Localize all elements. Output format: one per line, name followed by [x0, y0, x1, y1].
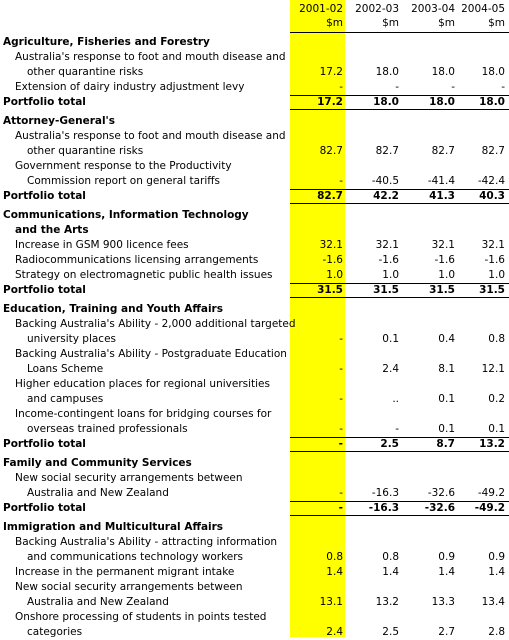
item-label: New social security arrangements between — [15, 581, 243, 593]
item-label: Australia's response to foot and mouth disease and — [15, 130, 286, 142]
table-row — [0, 159, 509, 174]
item-label: Backing Australia's Ability - 2,000 additional targeted — [15, 318, 296, 330]
item-value: 1.4 — [382, 566, 399, 578]
item-value: 1.4 — [438, 566, 455, 578]
table-row — [0, 238, 509, 253]
table-row — [0, 595, 509, 610]
item-value: .. — [392, 393, 399, 405]
table-row — [0, 625, 509, 640]
item-value: 8.1 — [438, 363, 455, 375]
item-label: Higher education places for regional universities — [15, 378, 270, 390]
table-row — [0, 377, 509, 392]
total-rule — [290, 95, 509, 96]
item-value: -41.4 — [427, 175, 455, 187]
portfolio-total-value: 31.5 — [317, 284, 343, 296]
unit-header: $m — [326, 17, 343, 29]
portfolio-total-value: 31.5 — [373, 284, 399, 296]
item-value: 1.0 — [382, 269, 399, 281]
total-rule — [290, 297, 509, 298]
portfolio-total-value: - — [338, 438, 343, 450]
table-row — [0, 362, 509, 377]
portfolio-total-value: 42.2 — [373, 190, 399, 202]
item-value: 32.1 — [375, 239, 399, 251]
item-value: 18.0 — [481, 66, 505, 78]
item-value: -16.3 — [371, 487, 399, 499]
section-title: Education, Training and Youth Affairs — [3, 303, 223, 315]
item-value: - — [451, 81, 455, 93]
item-value: 0.8 — [488, 333, 505, 345]
item-label: Australia's response to foot and mouth disease and — [15, 51, 286, 63]
table-row — [0, 347, 509, 362]
item-label: Government response to the Productivity — [15, 160, 232, 172]
section-header-row — [0, 456, 509, 471]
item-label: and campuses — [27, 393, 104, 405]
portfolio-total-label: Portfolio total — [3, 438, 86, 450]
item-value: 0.8 — [382, 551, 399, 563]
item-value: 0.1 — [438, 393, 455, 405]
item-value: 1.0 — [326, 269, 343, 281]
item-label: Backing Australia's Ability - Postgraduate Education — [15, 348, 287, 360]
portfolio-total-value: 18.0 — [479, 96, 505, 108]
item-value: 82.7 — [375, 145, 399, 157]
item-value: 1.0 — [438, 269, 455, 281]
item-value: 13.3 — [431, 596, 455, 608]
table-row — [0, 332, 509, 347]
total-rule — [290, 109, 509, 110]
item-label: overseas trained professionals — [27, 423, 188, 435]
item-label: and communications technology workers — [27, 551, 244, 563]
table-row — [0, 129, 509, 144]
section-title: and the Arts — [15, 224, 89, 236]
portfolio-total-value: 2.5 — [380, 438, 399, 450]
item-value: - — [501, 81, 505, 93]
total-rule — [290, 515, 509, 516]
item-value: 82.7 — [431, 145, 455, 157]
header-rule — [290, 32, 509, 33]
item-value: -40.5 — [371, 175, 399, 187]
section-header-row — [0, 520, 509, 535]
table-row — [0, 407, 509, 422]
table-row — [0, 392, 509, 407]
table-row — [0, 268, 509, 283]
year-header: 2001-02 — [299, 3, 343, 15]
item-value: 2.4 — [326, 626, 343, 638]
item-label: Radiocommunications licensing arrangements — [15, 254, 259, 266]
unit-header: $m — [382, 17, 399, 29]
item-label: university places — [27, 333, 116, 345]
table-row — [0, 610, 509, 625]
item-label: Extension of dairy industry adjustment levy — [15, 81, 245, 93]
table-row — [0, 580, 509, 595]
item-label: categories — [27, 626, 83, 638]
table-row — [0, 80, 509, 95]
portfolio-total-value: 18.0 — [373, 96, 399, 108]
item-label: Backing Australia's Ability - attracting information — [15, 536, 278, 548]
item-label: Income-contingent loans for bridging courses for — [15, 408, 272, 420]
item-value: 0.1 — [488, 423, 505, 435]
table-row — [0, 486, 509, 501]
item-label: Australia and New Zealand — [27, 596, 169, 608]
section-title: Agriculture, Fisheries and Forestry — [3, 36, 210, 48]
unit-header: $m — [488, 17, 505, 29]
portfolio-total-label: Portfolio total — [3, 284, 86, 296]
table-row — [0, 253, 509, 268]
portfolio-total-value: -16.3 — [368, 502, 399, 514]
portfolio-total-value: -49.2 — [474, 502, 505, 514]
table-row — [0, 550, 509, 565]
portfolio-total-row — [0, 189, 509, 204]
item-value: - — [339, 81, 343, 93]
table-header — [0, 0, 509, 32]
portfolio-total-value: 18.0 — [429, 96, 455, 108]
section-header-row — [0, 302, 509, 317]
item-label: Increase in GSM 900 licence fees — [15, 239, 189, 251]
item-value: 0.9 — [438, 551, 455, 563]
item-value: 13.1 — [319, 596, 343, 608]
item-value: 1.4 — [326, 566, 343, 578]
item-label: Commission report on general tariffs — [27, 175, 220, 187]
item-value: 13.4 — [481, 596, 505, 608]
item-value: -49.2 — [477, 487, 505, 499]
item-value: 13.2 — [375, 596, 399, 608]
portfolio-total-row — [0, 437, 509, 452]
section-title: Communications, Information Technology — [3, 209, 249, 221]
portfolio-total-label: Portfolio total — [3, 190, 86, 202]
item-value: 82.7 — [481, 145, 505, 157]
table-body — [0, 35, 509, 640]
total-rule — [290, 501, 509, 502]
item-value: 82.7 — [319, 145, 343, 157]
portfolio-total-row — [0, 95, 509, 110]
section-title: Immigration and Multicultural Affairs — [3, 521, 224, 533]
year-header: 2002-03 — [355, 3, 399, 15]
item-label: Onshore processing of students in points tested — [15, 611, 267, 623]
item-value: 0.4 — [438, 333, 455, 345]
section-header-row — [0, 223, 509, 238]
item-value: -1.6 — [378, 254, 399, 266]
table-row — [0, 50, 509, 65]
unit-header: $m — [438, 17, 455, 29]
portfolio-total-row — [0, 283, 509, 298]
item-value: 18.0 — [431, 66, 455, 78]
portfolio-total-row — [0, 501, 509, 516]
section-header-row — [0, 208, 509, 223]
item-value: - — [339, 175, 343, 187]
portfolio-total-value: 31.5 — [429, 284, 455, 296]
total-rule — [290, 451, 509, 452]
table-row — [0, 174, 509, 189]
section-header-row — [0, 114, 509, 129]
table-row — [0, 65, 509, 80]
item-label: Australia and New Zealand — [27, 487, 169, 499]
item-label: Loans Scheme — [27, 363, 104, 375]
item-label: other quarantine risks — [27, 66, 144, 78]
item-value: - — [339, 333, 343, 345]
portfolio-total-value: 82.7 — [317, 190, 343, 202]
portfolio-total-value: -32.6 — [424, 502, 455, 514]
portfolio-total-value: 41.3 — [429, 190, 455, 202]
item-value: 1.0 — [488, 269, 505, 281]
total-rule — [290, 283, 509, 284]
item-value: 32.1 — [481, 239, 505, 251]
item-value: - — [339, 363, 343, 375]
portfolio-total-value: 8.7 — [436, 438, 455, 450]
item-label: Increase in the permanent migrant intake — [15, 566, 235, 578]
item-value: 0.1 — [438, 423, 455, 435]
portfolio-total-value: 17.2 — [317, 96, 343, 108]
item-value: 0.1 — [382, 333, 399, 345]
table-row — [0, 565, 509, 580]
portfolio-total-value: 13.2 — [479, 438, 505, 450]
portfolio-total-label: Portfolio total — [3, 96, 86, 108]
item-value: -1.6 — [484, 254, 505, 266]
item-value: - — [339, 423, 343, 435]
portfolio-total-value: 31.5 — [479, 284, 505, 296]
item-value: 12.1 — [481, 363, 505, 375]
item-value: -42.4 — [477, 175, 505, 187]
section-title: Attorney-General's — [3, 115, 116, 127]
item-value: 2.8 — [488, 626, 505, 638]
item-value: 0.2 — [488, 393, 505, 405]
item-value: -1.6 — [322, 254, 343, 266]
section-header-row — [0, 35, 509, 50]
item-value: - — [339, 393, 343, 405]
item-label: other quarantine risks — [27, 145, 144, 157]
year-header: 2004-05 — [461, 3, 505, 15]
item-value: 17.2 — [319, 66, 343, 78]
table-row — [0, 535, 509, 550]
item-value: 1.4 — [488, 566, 505, 578]
item-value: -1.6 — [434, 254, 455, 266]
year-header: 2003-04 — [411, 3, 455, 15]
item-value: 2.4 — [382, 363, 399, 375]
item-value: 0.8 — [326, 551, 343, 563]
item-value: - — [339, 487, 343, 499]
item-value: - — [395, 423, 399, 435]
item-label: Strategy on electromagnetic public health issues — [15, 269, 273, 281]
item-value: - — [395, 81, 399, 93]
item-value: 2.7 — [438, 626, 455, 638]
portfolio-total-label: Portfolio total — [3, 502, 86, 514]
portfolio-total-value: 40.3 — [479, 190, 505, 202]
total-rule — [290, 437, 509, 438]
item-value: 0.9 — [488, 551, 505, 563]
portfolio-total-value: - — [338, 502, 343, 514]
item-value: 32.1 — [431, 239, 455, 251]
section-title: Family and Community Services — [3, 457, 192, 469]
item-value: -32.6 — [427, 487, 455, 499]
table-row — [0, 317, 509, 332]
item-value: 32.1 — [319, 239, 343, 251]
table-row — [0, 144, 509, 159]
total-rule — [290, 203, 509, 204]
item-value: 2.5 — [382, 626, 399, 638]
item-label: New social security arrangements between — [15, 472, 243, 484]
total-rule — [290, 189, 509, 190]
table-row — [0, 471, 509, 486]
table-row — [0, 422, 509, 437]
item-value: 18.0 — [375, 66, 399, 78]
